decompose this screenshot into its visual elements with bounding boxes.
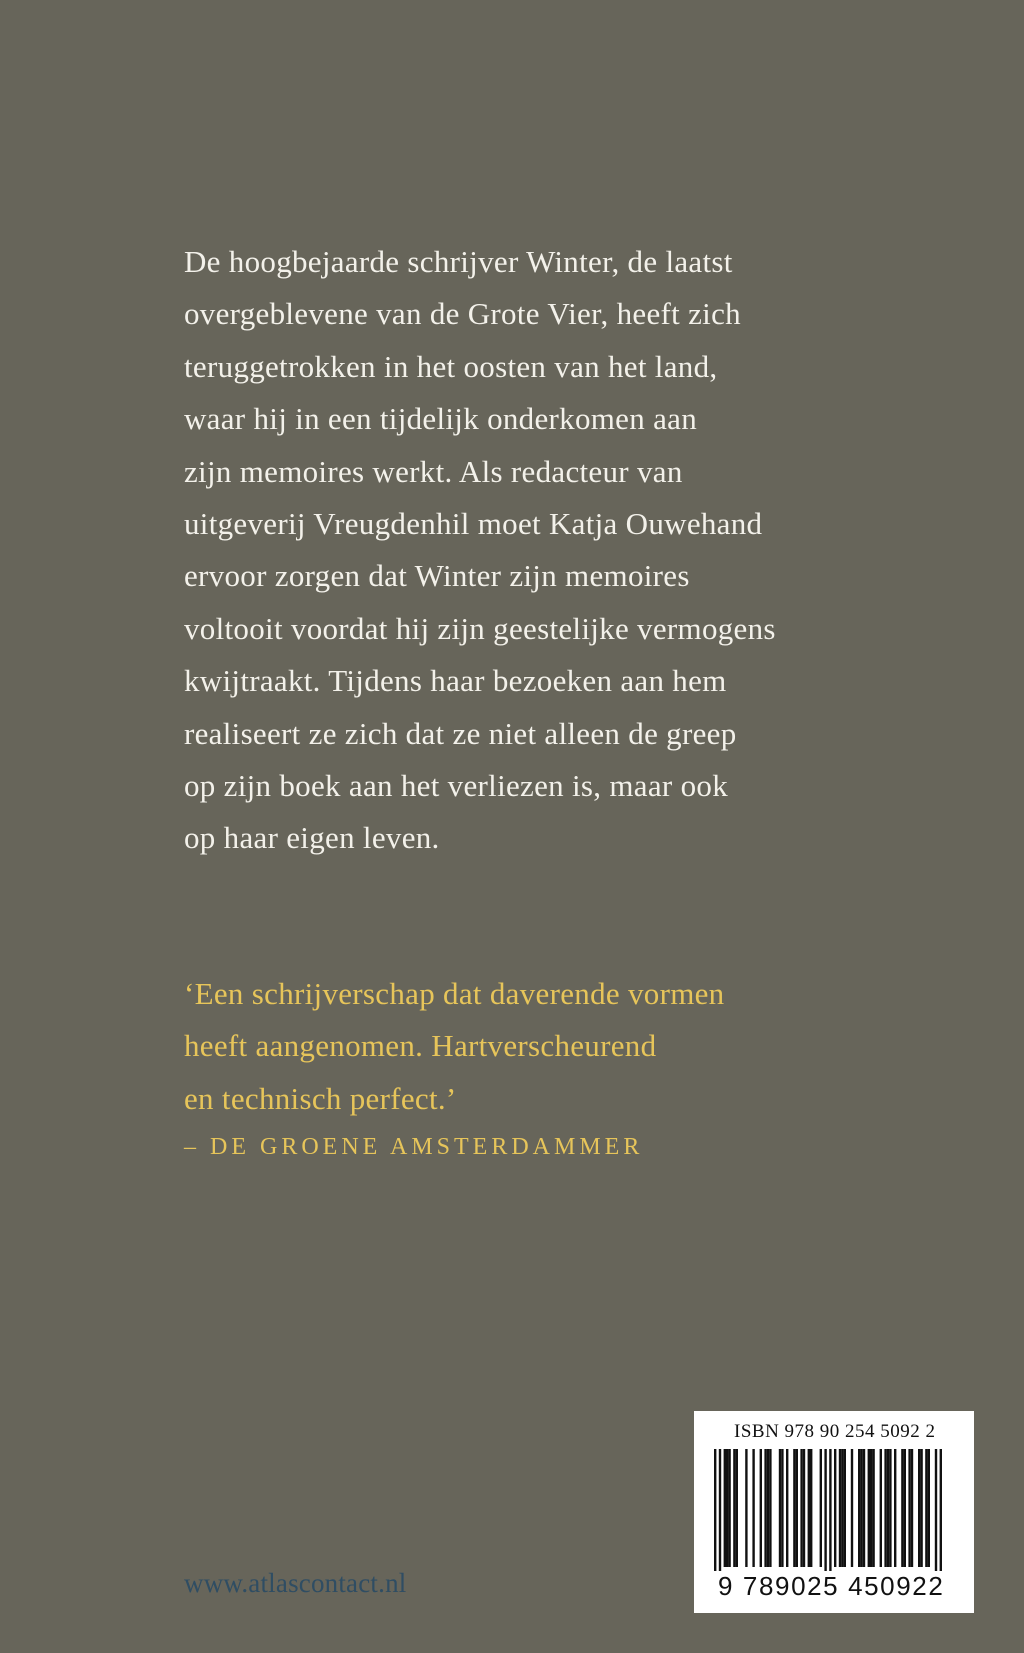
barcode-bar	[908, 1449, 910, 1567]
barcode-bar	[884, 1449, 886, 1567]
quote-line: heeft aangenomen. Hartverscheurend	[184, 1028, 657, 1064]
blurb-line: overgeblevene van de Grote Vier, heeft zich	[184, 296, 741, 332]
barcode-bar	[935, 1449, 937, 1579]
barcode-bar	[920, 1449, 922, 1567]
barcode-bar	[767, 1449, 769, 1567]
barcode-bar	[863, 1449, 865, 1567]
barcode-bar	[724, 1449, 726, 1567]
barcode-bar	[824, 1449, 826, 1579]
barcode-bar	[844, 1449, 846, 1567]
barcode-bar	[810, 1449, 812, 1567]
barcode-bar	[736, 1449, 738, 1567]
blurb-line: ervoor zorgen dat Winter zijn memoires	[184, 558, 690, 594]
quote-attribution: – DE GROENE AMSTERDAMMER	[184, 1134, 644, 1160]
blurb-line: De hoogbejaarde schrijver Winter, de laatst	[184, 244, 733, 279]
quote-line: en technisch perfect.’	[184, 1080, 457, 1116]
barcode-bars	[702, 1449, 966, 1579]
barcode-bar	[925, 1449, 927, 1567]
barcode-bar	[786, 1449, 788, 1567]
barcode-bar	[834, 1449, 836, 1567]
quote-line: ‘Een schrijverschap dat daverende vormen	[184, 976, 725, 1011]
barcode-bar	[726, 1449, 728, 1567]
publisher-website: www.atlascontact.nl	[184, 1568, 407, 1598]
barcode-bar	[764, 1449, 766, 1567]
barcode-bar	[733, 1449, 735, 1567]
barcode-bar	[894, 1449, 896, 1567]
barcode-bar	[803, 1449, 805, 1567]
barcode-bar	[752, 1449, 754, 1567]
barcode-bar	[940, 1449, 942, 1579]
barcode-bar	[911, 1449, 913, 1567]
barcode-bar	[760, 1449, 762, 1567]
barcode-bar	[860, 1449, 862, 1567]
barcode-bar	[901, 1449, 903, 1567]
barcode-bar	[887, 1449, 889, 1567]
barcode-bar	[769, 1449, 771, 1567]
review-quote	[184, 968, 904, 1125]
barcode-bar	[872, 1449, 874, 1567]
barcode-bar	[719, 1449, 721, 1579]
blurb-line: waar hij in een tijdelijk onderkomen aan	[184, 401, 697, 437]
blurb-text	[184, 236, 904, 865]
barcode-bar	[800, 1449, 802, 1567]
barcode-bar	[781, 1449, 783, 1567]
barcode-bar	[808, 1449, 810, 1567]
barcode-bar	[728, 1449, 730, 1567]
blurb-line: kwijtraakt. Tijdens haar bezoeken aan hem	[184, 663, 727, 699]
barcode-bar	[928, 1449, 930, 1567]
barcode-bar	[793, 1449, 795, 1567]
barcode-digits: 9 789025 450922	[714, 1571, 948, 1602]
blurb-line: teruggetrokken in het oosten van het land,	[184, 348, 718, 384]
barcode-bar	[918, 1449, 920, 1567]
barcode-bar	[904, 1449, 906, 1567]
barcode-bar	[889, 1449, 891, 1567]
barcode-bar	[714, 1449, 716, 1579]
barcode-bar	[868, 1449, 870, 1567]
barcode-bar	[880, 1449, 882, 1567]
barcode-bar	[841, 1449, 843, 1567]
barcode-bar	[745, 1449, 747, 1567]
barcode-bar	[820, 1449, 822, 1567]
blurb-line: uitgeverij Vreugdenhil moet Katja Ouwehand	[184, 506, 763, 542]
blurb-line: voltooit voordat hij zijn geestelijke vermogens	[184, 610, 776, 646]
barcode-bar	[796, 1449, 798, 1567]
barcode-bar	[839, 1449, 841, 1567]
barcode-bar	[779, 1449, 781, 1567]
isbn-label: ISBN 978 90 254 5092 2	[734, 1421, 936, 1442]
isbn-barcode	[694, 1411, 974, 1613]
barcode-bar	[870, 1449, 872, 1567]
barcode-bar	[829, 1449, 831, 1579]
barcode-bar	[858, 1449, 860, 1567]
blurb-line: op haar eigen leven.	[184, 820, 440, 856]
blurb-line: op zijn boek aan het verliezen is, maar ook	[184, 768, 729, 804]
blurb-line: realiseert ze zich dat ze niet alleen de greep	[184, 715, 737, 751]
barcode-bar	[851, 1449, 853, 1567]
blurb-line: zijn memoires werkt. Als redacteur van	[184, 453, 683, 489]
